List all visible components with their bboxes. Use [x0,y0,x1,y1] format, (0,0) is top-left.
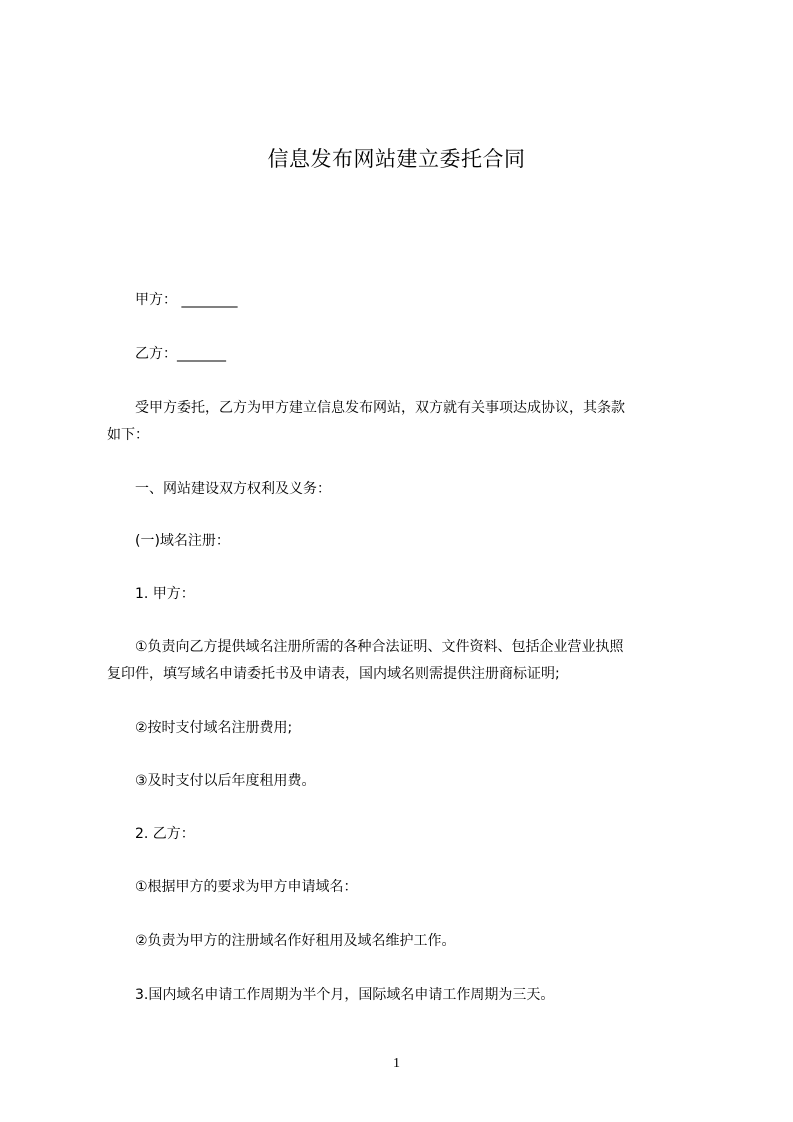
item-1-a-line-2: 复印件，填写域名申请委托书及申请表，国内域名则需提供注册商标证明; [107,666,560,682]
subsection-1-heading: (一)域名注册： [135,533,230,549]
item-2-heading: 2. 乙方： [135,826,195,842]
intro-paragraph-line-1: 受甲方委托，乙方为甲方建立信息发布网站，双方就有关事项达成协议，其条款 [135,400,625,416]
item-3: 3.国内域名申请工作周期为半个月，国际域名申请工作周期为三天。 [135,987,555,1003]
item-1-c: ③及时支付以后年度租用费。 [135,773,316,789]
item-2-a: ①根据甲方的要求为甲方申请域名： [135,879,358,895]
document-title: 信息发布网站建立委托合同 [267,147,526,171]
item-1-heading: 1. 甲方： [135,586,195,602]
party-b-line: 乙方：_______ [135,346,226,362]
party-a-line: 甲方： ________ [135,292,238,308]
section-1-heading: 一、网站建设双方权利及义务： [135,481,331,497]
intro-paragraph-line-2: 如下： [107,427,149,443]
item-1-a-line-1: ①负责向乙方提供域名注册所需的各种合法证明、文件资料、包括企业营业执照 [135,639,624,655]
item-2-b: ②负责为甲方的注册域名作好租用及域名维护工作。 [135,933,456,949]
page-number: 1 [393,1056,400,1071]
item-1-b: ②按时支付域名注册费用; [135,720,293,736]
